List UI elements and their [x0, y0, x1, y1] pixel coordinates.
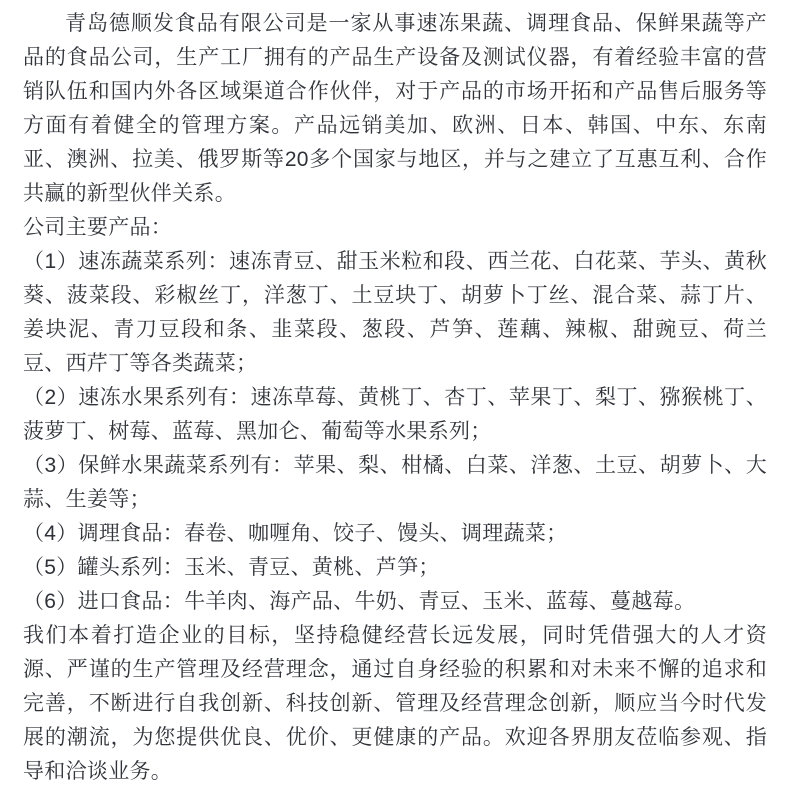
- product-item-frozen-vegetables: （1）速冻蔬菜系列：速冻青豆、甜玉米粒和段、西兰花、白花菜、芋头、黄秋葵、菠菜段、彩椒丝丁，洋葱丁、土豆块丁、胡萝卜丁丝、混合菜、蒜丁片、姜块泥、青刀豆段和条、韭菜段、葱段、芦笋、莲藕、辣椒、甜豌豆、荷兰豆、西芹丁等各类蔬菜；: [23, 250, 767, 375]
- product-item-frozen-fruits: （2）速冻水果系列有：速冻草莓、黄桃丁、杏丁、苹果丁、梨丁、猕猴桃丁、菠萝丁、树莓、蓝莓、黑加仑、葡萄等水果系列；: [23, 386, 767, 443]
- product-item-fresh-fruits-vegetables: （3）保鲜水果蔬菜系列有：苹果、梨、柑橘、白菜、洋葱、土豆、胡萝卜、大蒜、生姜等；: [23, 454, 767, 511]
- company-intro-paragraph: 青岛德顺发食品有限公司是一家从事速冻果蔬、调理食品、保鲜果蔬等产品的食品公司，生产工厂拥有的产品生产设备及测试仪器，有着经验丰富的营销队伍和国内外各区域渠道合作伙伴，对于产品的市场开拓和产品售后服务等方面有着健全的管理方案。产品远销美加、欧洲、日本、韩国、中东、东南亚、澳洲、拉美、俄罗斯等20多个国家与地区，并与之建立了互惠互利、合作共赢的新型伙伴关系。: [23, 12, 767, 205]
- product-item-canned-series: （5）罐头系列：玉米、青豆、黄桃、芦笋；: [23, 556, 440, 579]
- product-item-imported-foods: （6）进口食品：牛羊肉、海产品、牛奶、青豆、玉米、蓝莓、蔓越莓。: [23, 590, 696, 613]
- product-item-prepared-foods: （4）调理食品：春卷、咖喱角、饺子、馒头、调理蔬菜；: [23, 522, 568, 545]
- main-products-heading: 公司主要产品：: [23, 216, 173, 239]
- closing-paragraph: 我们本着打造企业的目标，坚持稳健经营长远发展，同时凭借强大的人才资源、严谨的生产管理及经营理念，通过自身经验的积累和对未来不懈的追求和完善，不断进行自我创新、科技创新、管理及经营理念创新，顺应当今时代发展的潮流，为您提供优良、优价、更健康的产品。欢迎各界朋友莅临参观、指导和洽谈业务。: [23, 624, 767, 783]
